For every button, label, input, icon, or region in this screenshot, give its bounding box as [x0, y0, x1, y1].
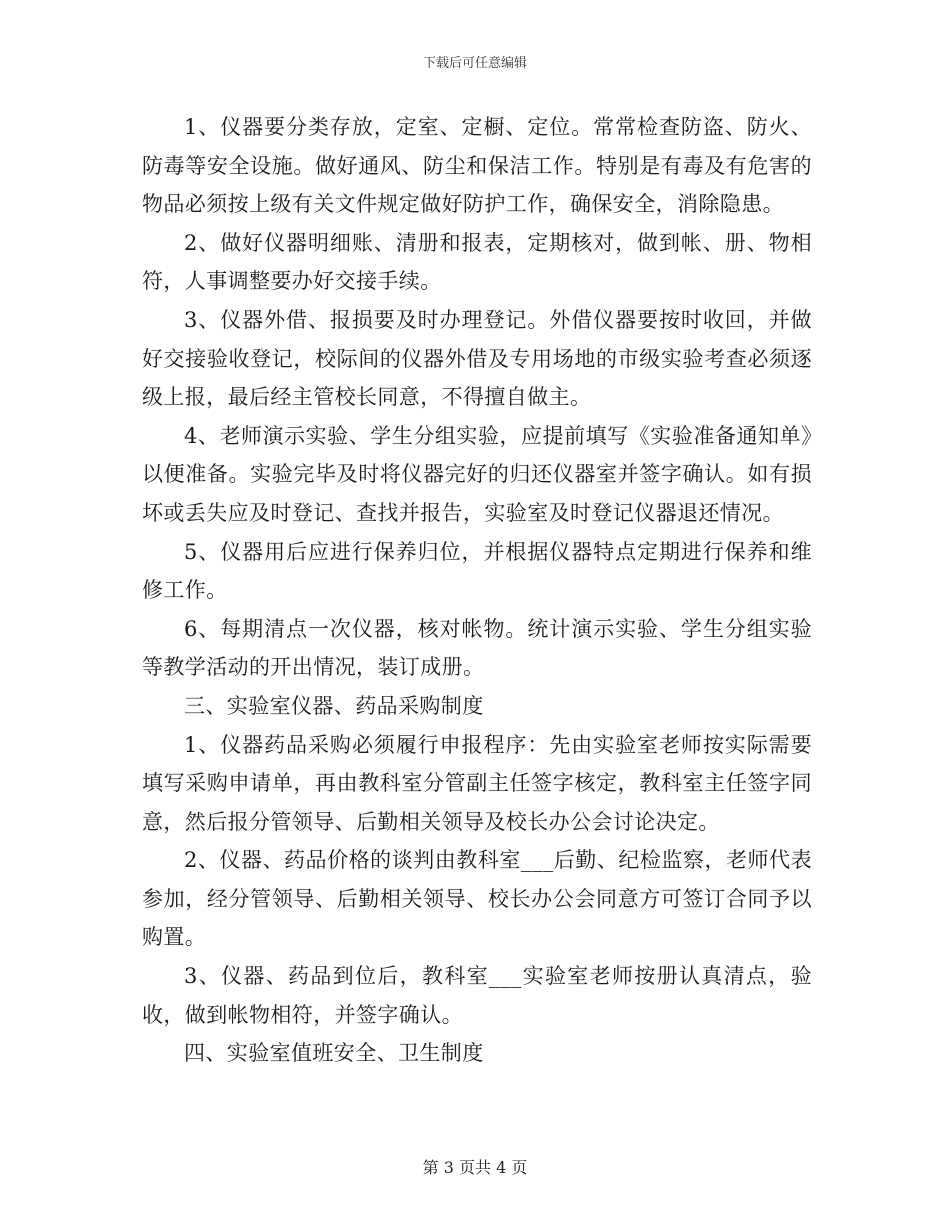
paragraph-maintenance: 5、仪器用后应进行保养归位，并根据仪器特点定期进行保养和维修工作。: [142, 539, 812, 603]
paragraph-periodic-check: 6、每期清点一次仪器，核对帐物。统计演示实验、学生分组实验等教学活动的开出情况，装订成册。: [142, 616, 812, 680]
section-heading-duty-safety: 四、实验室值班安全、卫生制度: [184, 1041, 484, 1066]
document-body: [142, 108, 812, 1073]
paragraph-price-negotiation: 2、仪器、药品价格的谈判由教科室___后勤、纪检监察，老师代表参加，经分管领导、后勤相关领导、校长办公会同意方可签订合同予以购置。: [142, 848, 812, 950]
page-footer: 第 3 页共 4 页: [422, 1158, 528, 1177]
paragraph-inventory-records: 2、做好仪器明细账、清册和报表，定期核对，做到帐、册、物相符，人事调整要办好交接手续。: [142, 230, 812, 294]
paragraph-procurement-application: 1、仪器药品采购必须履行申报程序：先由实验室老师按实际需要填写采购申请单，再由教科室分管副主任签字核定，教科室主任签字同意，然后报分管领导、后勤相关领导及校长办公会讨论决定。: [142, 732, 812, 834]
paragraph-instrument-storage: 1、仪器要分类存放，定室、定橱、定位。常常检查防盗、防火、防毒等安全设施。做好通风、防尘和保洁工作。特别是有毒及有危害的物品必须按上级有关文件规定做好防护工作，确保安全，消除隐患。: [142, 115, 812, 217]
paragraph-experiment-notice: 4、老师演示实验、学生分组实验，应提前填写《实验准备通知单》以便准备。实验完毕及时将仪器完好的归还仪器室并签字确认。如有损坏或丢失应及时登记、查找并报告，实验室及时登记仪器退还情况。: [142, 423, 812, 525]
paragraph-lending-registration: 3、仪器外借、报损要及时办理登记。外借仪器要按时收回，并做好交接验收登记，校际间的仪器外借及专用场地的市级实验考查必须逐级上报，最后经主管校长同意，不得擅自做主。: [142, 307, 812, 410]
page-header: 下载后可任意编辑: [422, 56, 527, 71]
section-heading-procurement: 三、实验室仪器、药品采购制度: [184, 693, 484, 718]
paragraph-acceptance: 3、仪器、药品到位后，教科室___实验室老师按册认真清点，验收，做到帐物相符，并签字确认。: [142, 964, 812, 1027]
